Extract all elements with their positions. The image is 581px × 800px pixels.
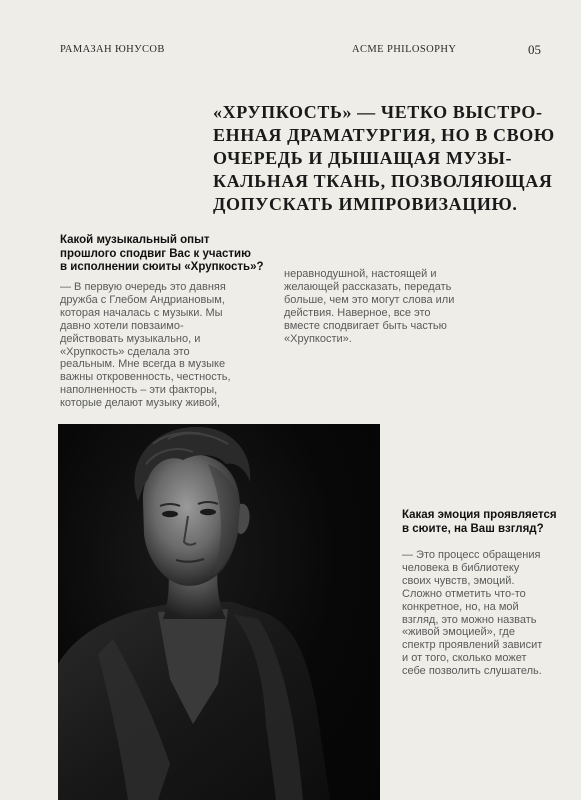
answer-line: действия. Наверное, все это	[284, 306, 431, 319]
answer-line: себе позволить слушатель.	[402, 665, 542, 678]
answer-line: желающей рассказать, передать	[284, 280, 452, 293]
question-2	[402, 509, 557, 536]
question-1	[60, 234, 264, 275]
pull-quote-line: ОЧЕРЕДЬ И ДЫШАЩАЯ МУЗЫ-	[213, 148, 513, 168]
answer-line: действовать музыкально, и	[60, 332, 201, 345]
answer-line: больше, чем это могут слова или	[284, 293, 455, 306]
page-number: 05	[528, 42, 541, 57]
answer-line: Сложно отметить что-то	[402, 587, 526, 600]
answer-line: «Хрупкости».	[284, 332, 352, 345]
answer-line: давно хотели повзаимо-	[60, 319, 184, 332]
answer-line: реальным. Мне всегда в музыке	[60, 358, 226, 371]
portrait-illustration	[58, 424, 380, 800]
answer-line: — В первую очередь это давняя	[60, 281, 226, 293]
header-author: РАМАЗАН ЮНУСОВ	[60, 44, 165, 55]
question-line: в исполнении сюиты «Хрупкость»?	[60, 261, 264, 273]
answer-line: человека в библиотеку	[402, 561, 520, 574]
question-line: Какой музыкальный опыт	[60, 234, 210, 246]
pull-quote-line: ДОПУСКАТЬ ИМПРОВИЗАЦИЮ.	[213, 194, 518, 214]
answer-line: вместе сподвигает быть частью	[284, 319, 447, 332]
answer-line: наполненность – эти факторы,	[60, 384, 218, 397]
answer-line: спектр проявлений зависит	[402, 639, 543, 652]
answer-2	[402, 549, 542, 678]
question-line: в сюите, на Ваш взгляд?	[402, 522, 544, 535]
question-line: прошлого сподвиг Вас к участию	[60, 247, 251, 260]
pull-quote-line: «ХРУПКОСТЬ» — ЧЕТКО ВЫСТРО-	[213, 102, 543, 122]
answer-1-column-2	[284, 268, 454, 345]
pull-quote	[213, 101, 553, 216]
header-magazine-title: ACME PHILOSOPHY	[352, 44, 457, 55]
answer-line: конкретное, но, на мой	[402, 600, 519, 613]
portrait-photo	[58, 424, 380, 800]
answer-1-column-1	[60, 281, 231, 410]
answer-line: и от того, сколько может	[402, 652, 527, 665]
answer-line: неравнодушной, настоящей и	[284, 268, 437, 280]
question-line: Какая эмоция проявляется	[402, 509, 557, 521]
answer-line: взгляд, это можно назвать	[402, 613, 537, 626]
answer-line: дружба с Глебом Андриановым,	[60, 293, 225, 306]
answer-line: которая началась с музыки. Мы	[60, 306, 223, 319]
answer-line: «Хрупкость» сделала это	[60, 345, 190, 358]
answer-line: — Это процесс обращения	[402, 549, 541, 561]
answer-line: своих чувств, эмоций.	[402, 574, 515, 587]
answer-line: которые делают музыку живой,	[60, 397, 221, 410]
pull-quote-line: КАЛЬНАЯ ТКАНЬ, ПОЗВОЛЯЮЩАЯ	[213, 171, 553, 191]
answer-line: важны откровенность, честность,	[60, 371, 231, 384]
answer-line: «живой эмоцией», где	[402, 626, 515, 639]
pull-quote-line: ЕННАЯ ДРАМАТУРГИЯ, НО В СВОЮ	[213, 125, 555, 145]
